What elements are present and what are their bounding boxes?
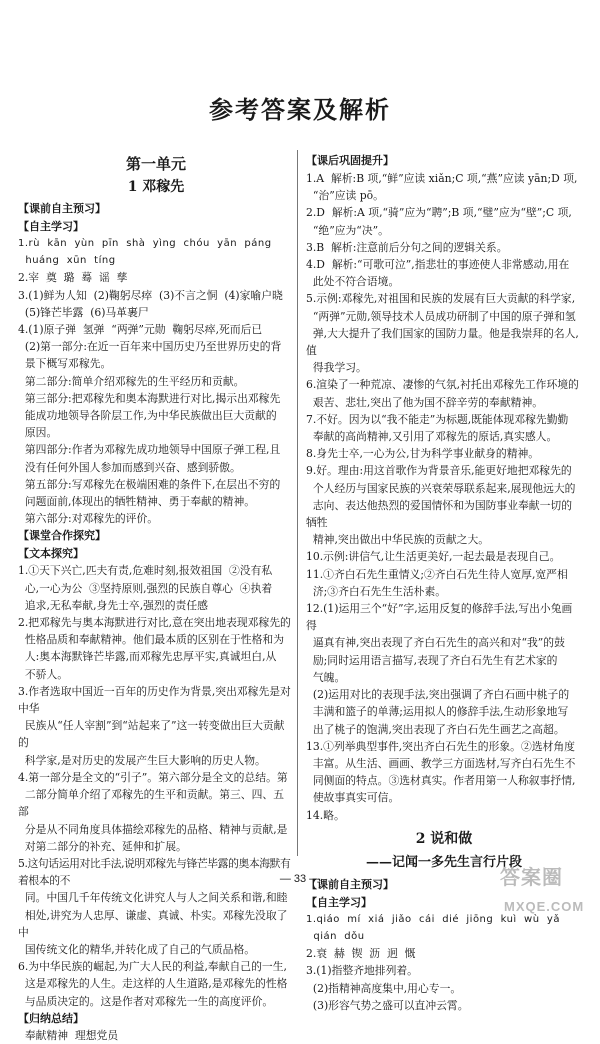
- answer-line: 与品质决定的。这是作者对邓稼先一生的高度评价。: [18, 994, 274, 1008]
- answer-line: 奉献的高尚精神,又引用了邓稼先的原话,真实感人。: [306, 430, 558, 444]
- answer-line: 原因。: [18, 426, 58, 440]
- answer-line: 励;同时运用语言描写,表现了齐白石先生有艺术家的: [306, 653, 558, 667]
- answer-line: 3.作者选取中国近一百年的历史作为背景,突出邓稼先是对中华: [18, 684, 291, 716]
- answer-line: 5.这句话运用对比手法,说明邓稼先与锋芒毕露的奥本海默有着根本的不: [18, 856, 291, 888]
- answer-line: “治”应读 pō。: [306, 189, 384, 203]
- answer-line: 弹,大大提升了我们国家的国防力量。他是我崇拜的名人,值: [306, 326, 579, 358]
- answer-line: (5)锋芒毕露 (6)马革裹尸: [18, 305, 149, 319]
- answer-line: 第六部分:对邓稼先的评价。: [18, 512, 159, 526]
- answer-line: 6.渲染了一种荒凉、凄惨的气氛,衬托出邓稼先工作环境的: [306, 378, 579, 392]
- answer-line: 4.D 解析:“可歌可泣”,指悲壮的事迹使人非常感动,用在: [306, 258, 570, 272]
- answer-line: 4.第一部分是全文的“引子”。第六部分是全文的总结。第: [18, 770, 288, 784]
- answer-line: 9.好。理由:用这首歌作为背景音乐,能更好地把邓稼先的: [306, 464, 572, 478]
- answer-line: 相处,讲究为人忠厚、谦虚、真诚、朴实。邓稼先没取了中: [18, 908, 288, 939]
- answer-line: 丰满和篮子的单薄;运用拟人的修辞手法,生动形象地写: [306, 705, 569, 719]
- answer-line: (2)第一部分:在近一百年来中国历史乃至世界历史的背: [18, 340, 282, 354]
- answer-line: 出了桃子的饱满,突出表现了齐白石先生画艺之高超。: [306, 722, 565, 736]
- column-divider: [297, 150, 298, 856]
- pinyin-line: qián dǒu: [306, 930, 365, 942]
- pinyin-line: 1.qiáo mí xiá jiǎo cái dié jiōng kuì wù yǎ: [306, 913, 560, 925]
- subheading-self-study: 【自主学习】: [306, 895, 372, 909]
- answer-line: 二部分简单介绍了邓稼先的生平和贡献。第三、四、五部: [18, 788, 284, 819]
- answer-line: 景下概写邓稼先。: [18, 357, 112, 371]
- answer-line: 气魄。: [306, 670, 346, 684]
- answer-line: 5.示例:邓稼先,对祖国和民族的发展有巨大贡献的科学家,: [306, 292, 576, 306]
- page-title: 参考答案及解析: [209, 95, 391, 124]
- answer-line: 追求,无私奉献,身先士卒,强烈的责任感: [18, 598, 208, 612]
- answer-line: 同侧面的特点。③选材真实。作者用第一人称叙事抒情,: [306, 774, 576, 788]
- answer-line: 精神,突出做出中华民族的贡献之大。: [306, 533, 490, 547]
- unit-title: 第一单元: [125, 155, 186, 173]
- answer-line: 同。中国几千年传统文化讲究人与人之间关系和谐,和睦: [18, 891, 288, 905]
- answer-line: 国传统文化的精华,并转化成了自己的气质品格。: [18, 942, 256, 956]
- answer-line: 7.不好。因为以“我不能走”为标题,既能体现邓稼先勤勤: [306, 412, 569, 426]
- answer-line: 第二部分:简单介绍邓稼先的生平经历和贡献。: [18, 374, 245, 388]
- answer-line: 14.略。: [306, 808, 345, 822]
- answer-line: 丰富。从生活、画画、教学三方面选材,写齐白石先生不: [306, 756, 576, 770]
- answer-line: 12.(1)运用三个“好”字,运用反复的修辞手法,写出小兔画得: [306, 602, 573, 633]
- watermark-logo: [492, 868, 592, 918]
- answer-line: 得我学习。: [306, 361, 367, 375]
- answer-line: 没有任何外国人参加而感到兴奋、感到骄傲。: [18, 460, 241, 474]
- answer-line: (3)形容气势之盛可以直冲云霄。: [306, 998, 469, 1012]
- answer-line: 8.身先士卒,一心为公,甘为科学事业献身的精神。: [306, 447, 540, 461]
- pinyin-line: 1.rù kān yùn pīn shà yìng chóu yān páng: [18, 238, 272, 249]
- answer-line: 科学家,是对历史的发展产生巨大影响的历史人物。: [18, 753, 266, 767]
- answer-line: 4.(1)原子弹 氢弹 “两弹”元勋 鞠躬尽瘁,死而后已: [18, 323, 263, 337]
- answer-line: 2.把邓稼先与奥本海默进行对比,意在突出地表现邓稼先的: [18, 616, 291, 630]
- subheading-summary: 【归纳总结】: [18, 1011, 84, 1025]
- answer-line: 10.示例:讲信气,让生活更美好,一起去最是表现自己。: [306, 550, 561, 564]
- answer-line: 志向、表达他热烈的爱国情怀和为国防事业奉献一切的牺牲: [306, 498, 572, 530]
- subheading-text-study: 【文本探究】: [18, 547, 84, 561]
- answer-line: 对第二部分的补充、延伸和扩展。: [18, 839, 187, 853]
- answer-line: 性格品质和奉献精神。他们最本质的区别在于性格和为: [18, 633, 284, 647]
- answer-line: 3.B 解析:注意前后分句之间的逻辑关系。: [306, 240, 508, 254]
- answer-line: 1.A 解析:B 项,“鲜”应读 xiǎn;C 项,“燕”应读 yān;D 项,: [306, 172, 578, 185]
- page-number: — 33 —: [279, 873, 321, 885]
- left-column: [18, 152, 294, 1044]
- answer-line: 不骄人。: [18, 667, 69, 681]
- lesson-title: 2 说和做: [415, 830, 473, 847]
- answer-line: 个人经历与国家民族的兴衰荣辱联系起来,展现他远大的: [306, 481, 576, 495]
- answer-line: 心,一心为公 ③坚持原则,强烈的民族自尊心 ④执着: [18, 581, 273, 595]
- answer-line: 3.(1)指整齐地排列着。: [306, 964, 418, 978]
- answer-line: 分是从不同角度具体描绘邓稼先的品格、精神与贡献,是: [18, 822, 288, 836]
- answer-line: 人:奥本海默锋芒毕露,而邓稼先忠厚平实,真诚坦白,从: [18, 650, 277, 664]
- lesson-subtitle: ——记闻一多先生言行片段: [365, 854, 522, 870]
- lesson-title: 1 邓稼先: [127, 179, 185, 195]
- answer-line: 11.①齐白石先生重情义;②齐白石先生待人宽厚,宽严相: [306, 567, 568, 581]
- pinyin-line: huáng xūn tíng: [18, 255, 116, 267]
- answer-line: 第三部分:把邓稼先和奥本海默进行对比,揭示出邓稼先: [18, 391, 281, 405]
- answer-line: (2)指精神高度集中,用心专一。: [306, 981, 462, 995]
- answer-line: 济;③齐白石先生生活朴素。: [306, 584, 447, 598]
- answer-line: (2)运用对比的表现手法,突出强调了齐白石画中桃子的: [306, 688, 570, 702]
- answer-line: 问题面前,体现出的牺牲精神、勇于奉献的精神。: [18, 495, 256, 509]
- answer-line: “两弹”元勋,领导技术人员成功研制了中国的原子弹和氢: [306, 309, 576, 323]
- answer-line: 1.①天下兴亡,匹夫有责,危难时刻,报效祖国 ②没有私: [18, 564, 273, 578]
- answer-line: 这是邓稼先的人生。走这样的人生道路,是邓稼先的性格: [18, 977, 288, 991]
- watermark-url: MXQE.COM: [504, 899, 585, 914]
- answer-line: 艰苦、悲壮,突出了他为国不辞辛劳的奉献精神。: [306, 395, 544, 409]
- section-heading-coop: 【课堂合作探究】: [18, 529, 106, 543]
- answer-line: 民族从“任人宰割”到“站起来了”这一转变做出巨大贡献的: [18, 719, 285, 750]
- answer-line: 13.①列举典型事件,突出齐白石先生的形象。②选材角度: [306, 739, 575, 753]
- answer-line: 奉献精神 理想党员: [18, 1028, 119, 1042]
- answer-line: 使故事真实可信。: [306, 791, 400, 805]
- answer-line: 第五部分:写邓稼先在极端困难的条件下,在层出不穷的: [18, 477, 281, 491]
- section-heading-preview: 【课前自主预习】: [18, 202, 106, 215]
- answer-line: 此处不符合语境。: [306, 275, 400, 289]
- answer-line: 能成功地领导各阶层工作,为中华民族做出巨大贡献的: [18, 409, 277, 423]
- watermark-text: 答案圈: [500, 867, 563, 889]
- subheading-self-study: 【自主学习】: [18, 220, 84, 233]
- section-heading-consolidate: 【课后巩固提升】: [306, 154, 394, 167]
- answer-line: 3.(1)鲜为人知 (2)鞠躬尽瘁 (3)不言之恫 (4)家喻户晓: [18, 288, 283, 302]
- answer-line: 2.宰 奠 璐 蓦 谣 孳: [18, 271, 128, 285]
- answer-line: 6.为中华民族的崛起,为广大人民的利益,奉献自己的一生,: [18, 960, 287, 974]
- answer-line: “绝”应为“决”。: [306, 223, 389, 237]
- answer-line: 2.衰 赫 锲 沥 迥 慨: [306, 947, 416, 961]
- section-heading-preview: 【课前自主预习】: [306, 877, 394, 891]
- answer-line: 逼真有神,突出表现了齐白石先生的高兴和对“我”的鼓: [306, 636, 565, 650]
- answer-line: 2.D 解析:A 项,“骑”应为“聘”;B 项,“璧”应为“壁”;C 项,: [306, 206, 572, 220]
- answer-line: 第四部分:作者为邓稼先成功地领导中国原子弹工程,且: [18, 443, 281, 457]
